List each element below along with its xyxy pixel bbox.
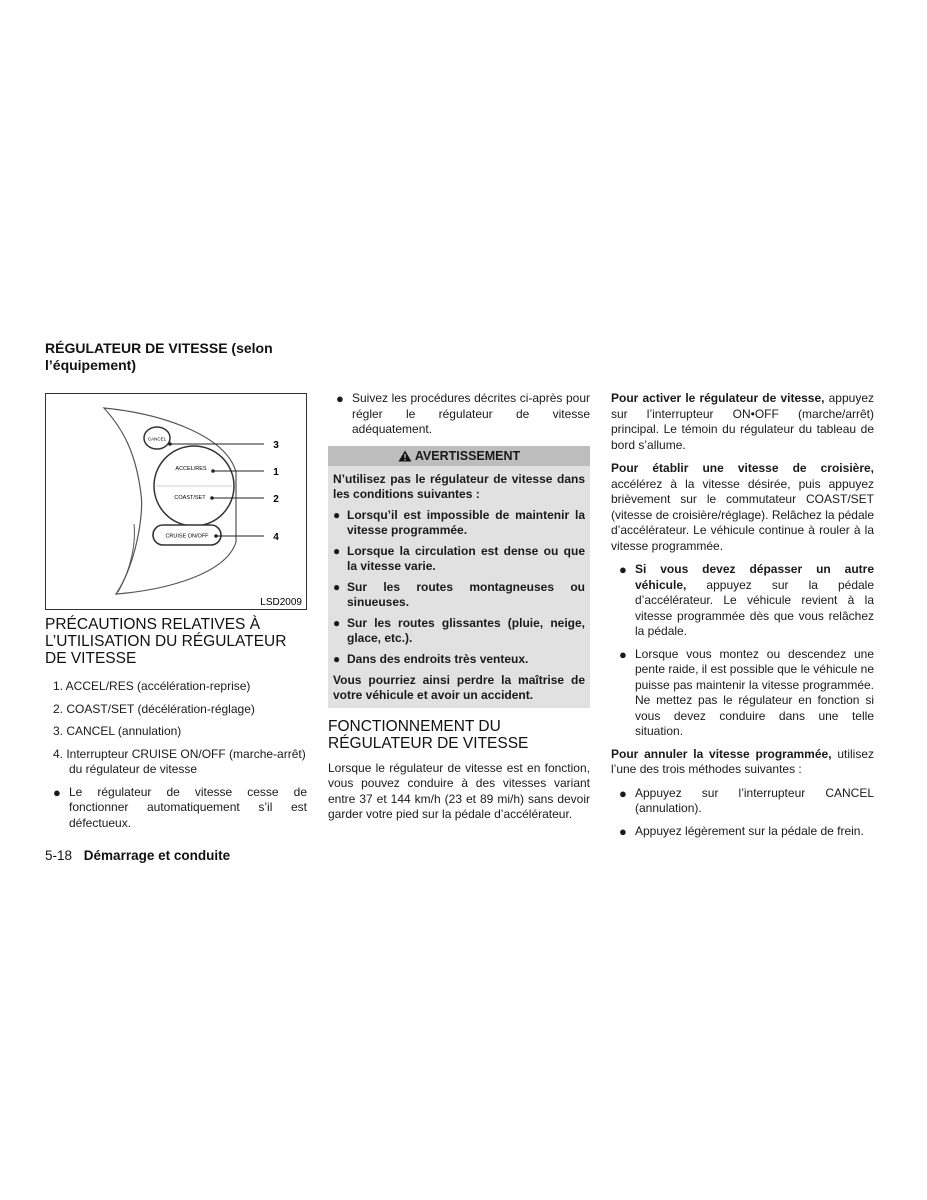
precautions-list (45, 679, 307, 778)
speed-bullets (611, 562, 874, 740)
bullet-icon: ● (333, 507, 341, 522)
list-item: ● Appuyez légèrement sur la pédale de frein. (619, 823, 864, 839)
warning-intro: N’utilisez pas le régulateur de vitesse dans les conditions suivantes : (333, 471, 585, 501)
list-item: ● Lorsque vous montez ou descendez une pente raide, il est possible que le véhicule ne puisse pas maintenir la vitesse programmée. Ne mettez pas le régulateur en fonction si vous devez conduire dans une telle situation. (619, 646, 874, 738)
cancel-paragraph: Pour annuler la vitesse programmée, utilisez l’une des trois méthodes suivantes : (611, 746, 875, 776)
activate-paragraph: Pour activer le régulateur de vitesse, appuyez sur l’interrupteur ON•OFF (marche/arrêt) principal. Le témoin du régulateur du tableau de bord s’allume. (611, 391, 874, 452)
cruise-control-figure (45, 393, 307, 610)
coast-set-label: COAST/SET (174, 495, 206, 501)
list-item: ● Sur les routes glissantes (pluie, neige, glace, etc.). (333, 615, 585, 645)
fonction-title: FONCTIONNEMENT DU RÉGULATEUR DE VITESSE (328, 717, 529, 752)
footer-section: Démarrage et conduite (83, 848, 231, 863)
cancel-button-label: CANCEL (147, 436, 167, 442)
precautions-section (45, 616, 307, 838)
callout-2: 2 (273, 494, 279, 505)
bullet-icon: ● (619, 785, 627, 801)
list-item: 1. ACCEL/RES (accélération-reprise) (53, 679, 251, 693)
bullet-icon: ● (336, 391, 344, 406)
list-item: ● Lorsqu’il est impossible de maintenir la vitesse programmée. (333, 507, 585, 537)
cancel-bullets (611, 786, 874, 840)
figure-code: LSD2009 (260, 597, 302, 608)
page-footer (45, 848, 230, 863)
list-item: ● Sur les routes montagneuses ou sinueuses. (333, 579, 585, 609)
list-item: 4. Interrupteur CRUISE ON/OFF (marche-arrêt) du régulateur de vitesse (53, 746, 306, 776)
callout-3: 3 (273, 440, 279, 451)
list-item: ● Le régulateur de vitesse cesse de fonctionner automatiquement s’il est défectueux. (53, 784, 307, 830)
warning-list (333, 508, 585, 667)
steering-switch-illustration (46, 394, 306, 609)
list-item: ● Appuyez sur l’interrupteur CANCEL (annulation). (619, 785, 874, 815)
intro-bullets (328, 391, 590, 438)
set-speed-paragraph: Pour établir une vitesse de croisière, accélérez à la vitesse désirée, puis appuyez brièvement sur le commutateur COAST/SET (vitesse de croisière/réglage). Relâchez la pédale d’accélérateur. Le véhicule continue à rouler à la vitesse programmée. (611, 461, 874, 553)
callout-4: 4 (273, 532, 279, 543)
callout-1: 1 (273, 467, 279, 478)
fonction-text: Lorsque le régulateur de vitesse est en fonction, vous pouvez conduire à des vitesses variant entre 37 et 144 km/h (23 et 89 mi/h) sans devoir garder votre pied sur la pédale d’accélérateur. (328, 760, 590, 821)
list-item: ● Si vous devez dépasser un autre véhicule, appuyez sur la pédale d’accélérateur. Le véhicule revient à la vitesse programmée dès que vous relâchez la pédale. (619, 562, 874, 638)
column-2 (328, 391, 590, 831)
list-item: ● Dans des endroits très venteux. (333, 651, 529, 666)
precautions-bullets (45, 785, 307, 832)
list-item: 3. CANCEL (annulation) (53, 724, 182, 738)
warning-outro: Vous pourriez ainsi perdre la maîtrise de votre véhicule et avoir un accident. (333, 672, 585, 702)
bullet-icon: ● (619, 646, 627, 662)
list-item: ● Lorsque la circulation est dense ou que la vitesse varie. (333, 543, 585, 573)
page-title: RÉGULATEUR DE VITESSE (selon l’équipement) (45, 340, 273, 373)
cruise-on-off-label: CRUISE ON/OFF (165, 533, 209, 540)
bullet-icon: ● (53, 784, 61, 800)
warning-triangle-icon (398, 450, 412, 462)
list-item: 2. COAST/SET (décélération-réglage) (53, 701, 255, 716)
bullet-icon: ● (333, 651, 341, 666)
bullet-icon: ● (333, 579, 341, 594)
bullet-icon: ● (619, 823, 627, 839)
list-item: ● Suivez les procédures décrites ci-après pour régler le régulateur de vitesse adéquatement. (336, 391, 590, 436)
bullet-icon: ● (619, 562, 627, 577)
accel-res-label: ACCEL/RES (175, 466, 207, 472)
warning-box (328, 446, 590, 708)
warning-heading: AVERTISSEMENT (328, 446, 590, 466)
bullet-icon: ● (333, 543, 341, 558)
precautions-title: PRÉCAUTIONS RELATIVES À L’UTILISATION DU RÉGULATEUR DE VITESSE (45, 616, 287, 667)
column-3 (611, 391, 874, 846)
page-number: 5-18 (45, 848, 73, 863)
bullet-icon: ● (333, 615, 341, 630)
